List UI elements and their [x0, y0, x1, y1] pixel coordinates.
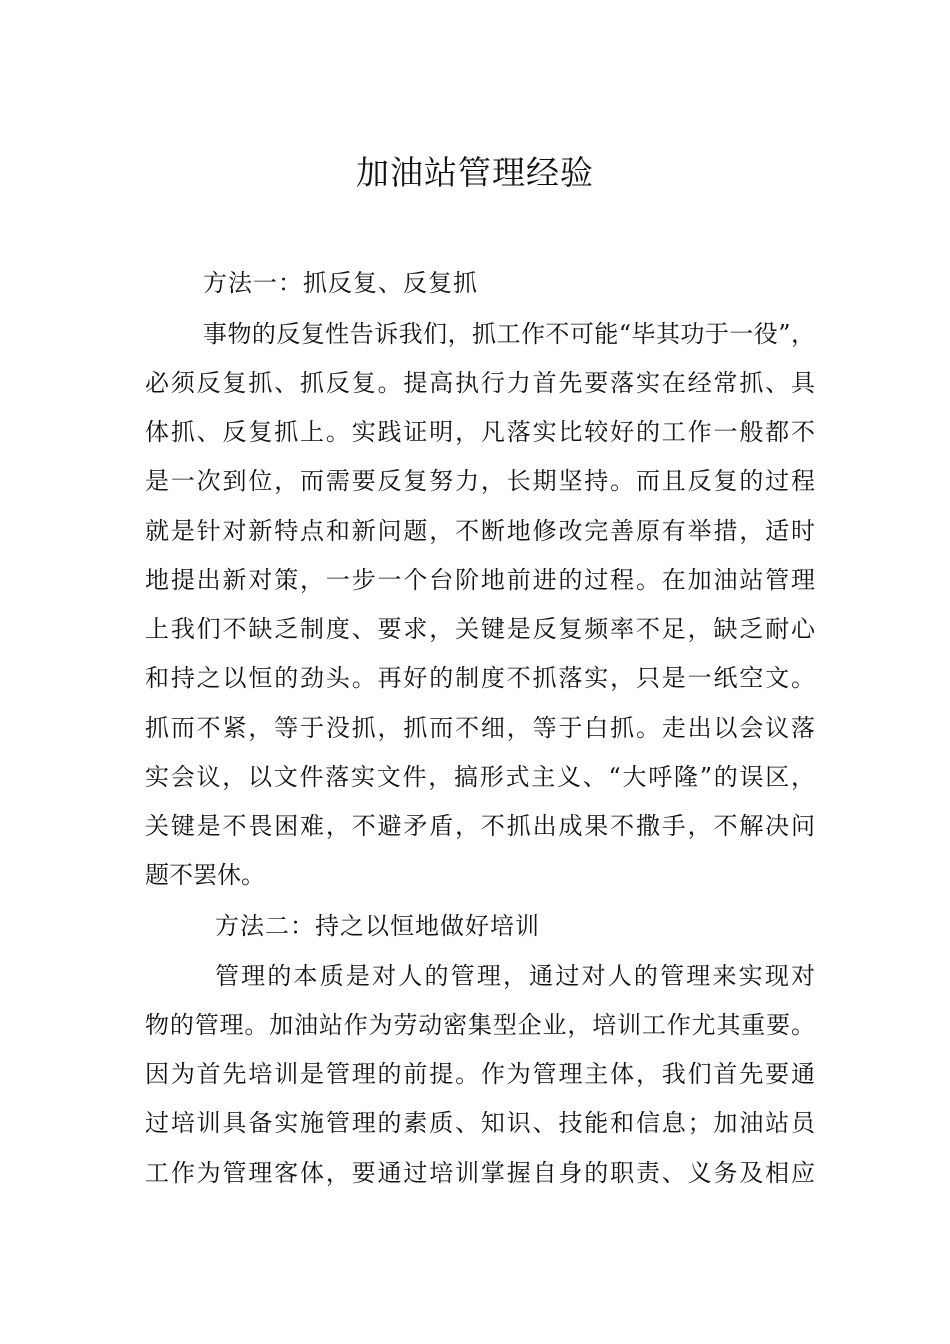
document-title: 加油站管理经验	[356, 153, 594, 192]
section-heading: 方法二：持之以恒地做好培训	[215, 912, 540, 940]
paragraph-line: 抓而不紧，等于没抓，抓而不细，等于白抓。走出以会议落	[145, 714, 815, 742]
paragraph-line: 物的管理。加油站作为劳动密集型企业，培训工作尤其重要。	[145, 1011, 815, 1039]
paragraph-line: 关键是不畏困难，不避矛盾，不抓出成果不撒手，不解决问	[145, 812, 815, 840]
paragraph-line: 必须反复抓、抓反复。提高执行力首先要落实在经常抓、具	[145, 369, 815, 397]
section-heading: 方法一：抓反复、反复抓	[203, 269, 478, 297]
paragraph-line: 就是针对新特点和新问题，不断地修改完善原有举措，适时	[145, 517, 815, 545]
paragraph-line: 体抓、反复抓上。实践证明，凡落实比较好的工作一般都不	[145, 418, 815, 446]
paragraph-line: 工作为管理客体，要通过培训掌握自身的职责、义务及相应	[145, 1159, 815, 1187]
paragraph-line: 实会议，以文件落实文件，搞形式主义、“大呼隆”的误区，	[145, 763, 815, 791]
paragraph-line: 因为首先培训是管理的前提。作为管理主体，我们首先要通	[145, 1060, 815, 1088]
paragraph-line: 是一次到位，而需要反复努力，长期坚持。而且反复的过程	[145, 467, 815, 495]
paragraph-line: 事物的反复性告诉我们，抓工作不可能“毕其功于一役”，	[203, 320, 815, 348]
paragraph-line: 上我们不缺乏制度、要求，关键是反复频率不足，缺乏耐心	[145, 615, 815, 643]
paragraph-line: 过培训具备实施管理的素质、知识、技能和信息；加油站员	[145, 1109, 815, 1137]
paragraph-line: 和持之以恒的劲头。再好的制度不抓落实，只是一纸空文。	[145, 664, 815, 692]
paragraph-line: 管理的本质是对人的管理，通过对人的管理来实现对	[215, 962, 815, 990]
paragraph-line: 题不罢休。	[145, 861, 265, 889]
paragraph-line: 地提出新对策，一步一个台阶地前进的过程。在加油站管理	[145, 566, 815, 594]
